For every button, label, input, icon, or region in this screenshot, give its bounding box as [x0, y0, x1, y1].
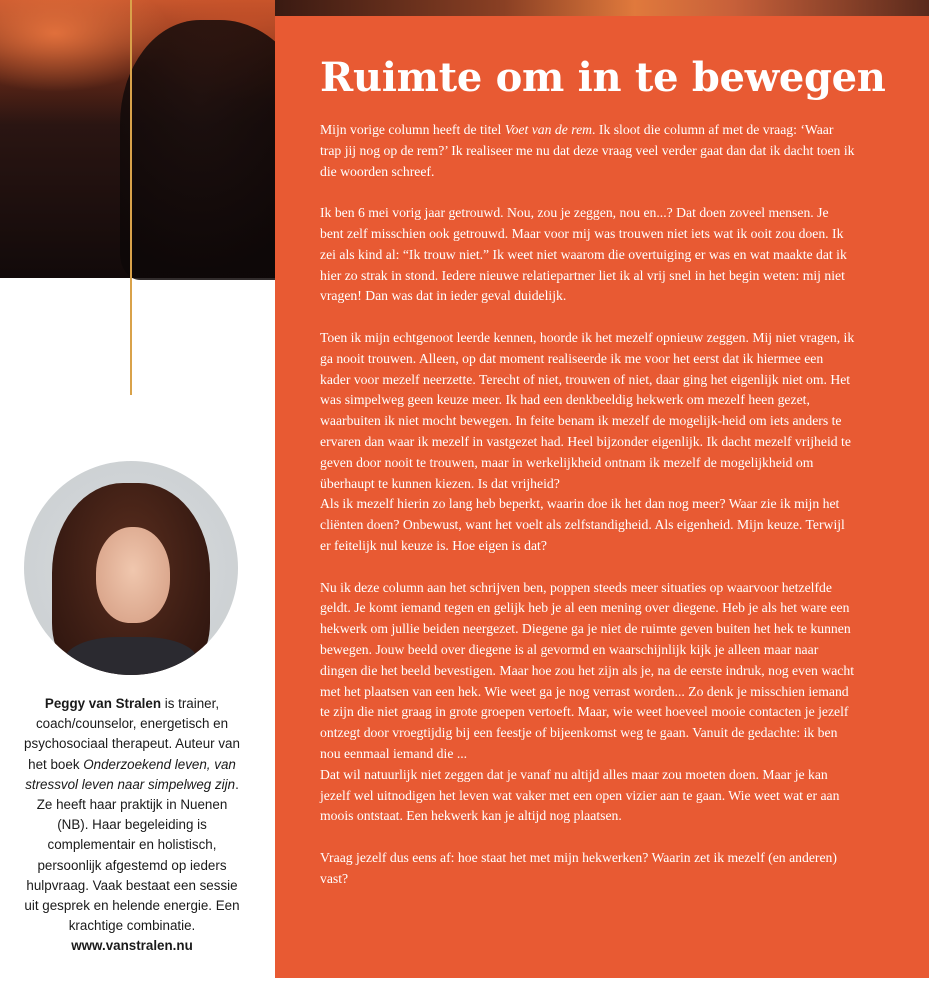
- header-photo-strip: [275, 0, 929, 16]
- author-bio: Peggy van Stralen is trainer, coach/counselor, energetisch en psychosociaal therapeut. Auteur van het boek Onderzoekend leven, van stressvol leven naar simpelweg zijn. Ze heeft haar praktijk in Nuenen (NB). Haar begeleiding is complementair en holistisch, persoonlijk afgestemd op ieders hulpvraag. Vaak bestaat een sessie uit gesprek en helende energie. Een krachtige combinatie. www.vanstralen.nu: [24, 696, 240, 954]
- book-title: Onderzoekend leven, van stressvol leven naar simpelweg zijn: [25, 756, 236, 792]
- header-photo: [0, 0, 275, 278]
- paragraph-5: Nu ik deze column aan het schrijven ben, poppen steeds meer situaties op waarvoor hetzelfde geldt. Je komt iemand tegen en gelijk heb je al een mening over diegene. Heb je als het ware een hekwerk om jullie beiden neergezet. Diegene ga je niet de ruimte geven buiten het hek te kunnen bewegen. Jouw beeld over diegene is al gevormd en waarschijnlijk kijk je alleen maar naar dingen die het beeld bevestigen. Maar hoe zou het zijn als je, na de eerste indruk, nog even wacht met het plaatsen van een hek. Wie weet ga je nog verrast worden... Zo denk je misschien iemand te zijn die niet graag in grote groepen vertoeft. Maar, wie weet hoeveel mooie contacten je jezelf ontzegt door vroegtijdig bij een feestje of bijeenkomst weg te gaan. Vanuit de gedachte: ik ben nou eenmaal iemand die ...: [320, 579, 854, 761]
- paragraph-1: Mijn vorige column heeft de titel Voet van de rem. Ik sloot die column af met de vraag: ‘Waar trap jij nog op de rem?’ Ik realiseer me nu dat deze vraag veel verder gaat dan dat ik dacht toen ik die woorden schreef.: [320, 122, 855, 179]
- article-title: Ruimte om in te bewegen: [320, 54, 886, 101]
- website-link[interactable]: www.vanstralen.nu: [71, 938, 193, 954]
- author-name: Peggy van Stralen: [44, 696, 162, 711]
- portrait-face: [96, 527, 170, 623]
- author-portrait: [24, 461, 238, 675]
- paragraph-3: Toen ik mijn echtgenoot leerde kennen, hoorde ik het mezelf opnieuw zeggen. Mij niet vragen, ik ga nooit trouwen. Alleen, op dat moment realiseerde ik me voor het eerst dat ik hiermee een kader voor mezelf neerzette. Terecht of niet, trouwen of niet, daar ging het eigenlijk niet om. Het was simpelweg geen keuze meer. Ik had een denkbeeldig hekwerk om mezelf heen gezet, waarbuiten ik niet mocht bewegen. In feite benam ik mezelf de mogelijk-heid om iets anders te ervaren dan waar ik mezelf in vastgezet had. Heel bijzonder eigenlijk. Ik dacht mezelf vrijheid te geven door nooit te trouwen, maar in werkelijkheid ontnam ik mezelf de mogelijkheid om überhaupt te kunnen kiezen. Is dat vrijheid?: [320, 329, 855, 491]
- paragraph-7: Vraag jezelf dus eens af: hoe staat het met mijn hekwerken? Waarin zet ik mezelf (en anderen) vast?: [320, 849, 837, 886]
- accent-line: [130, 0, 132, 395]
- paragraph-6: Dat wil natuurlijk niet zeggen dat je vanaf nu altijd alles maar zou moeten doen. Maar je kan jezelf wel uitnodigen het leven wat vaker met een open vizier aan te gaan. Wie weet wat er aan moois ontstaat. Een hekwerk kan je altijd nog plaatsen.: [320, 766, 840, 824]
- article-body: [320, 120, 855, 910]
- column-title-ref: Voet van de rem: [504, 122, 593, 137]
- portrait-shirt: [64, 637, 198, 675]
- paragraph-2: Ik ben 6 mei vorig jaar getrouwd. Nou, zou je zeggen, nou en...? Dat doen zoveel mensen. Je bent zelf misschien ook getrouwd. Maar voor mij was trouwen niet iets wat ik ooit zou doen. Ik zei als kind al: “Ik trouw niet.” Ik weet niet waarom die overtuiging er was en wat maakte dat ik hier zo strak in stond. Iedere nieuwe relatiepartner liet ik al vrij snel in het begin weten: mij niet vragen! Dan was dat in ieder geval duidelijk.: [320, 205, 847, 304]
- paragraph-4: Als ik mezelf hierin zo lang heb beperkt, waarin doe ik het dan nog meer? Waar zie ik mijn het cliënten doen? Onbewust, want het voelt als zelfstandigheid. Als eigenheid. Mijn keuze. Terwijl er feitelijk nul keuze is. Hoe eigen is dat?: [320, 496, 845, 553]
